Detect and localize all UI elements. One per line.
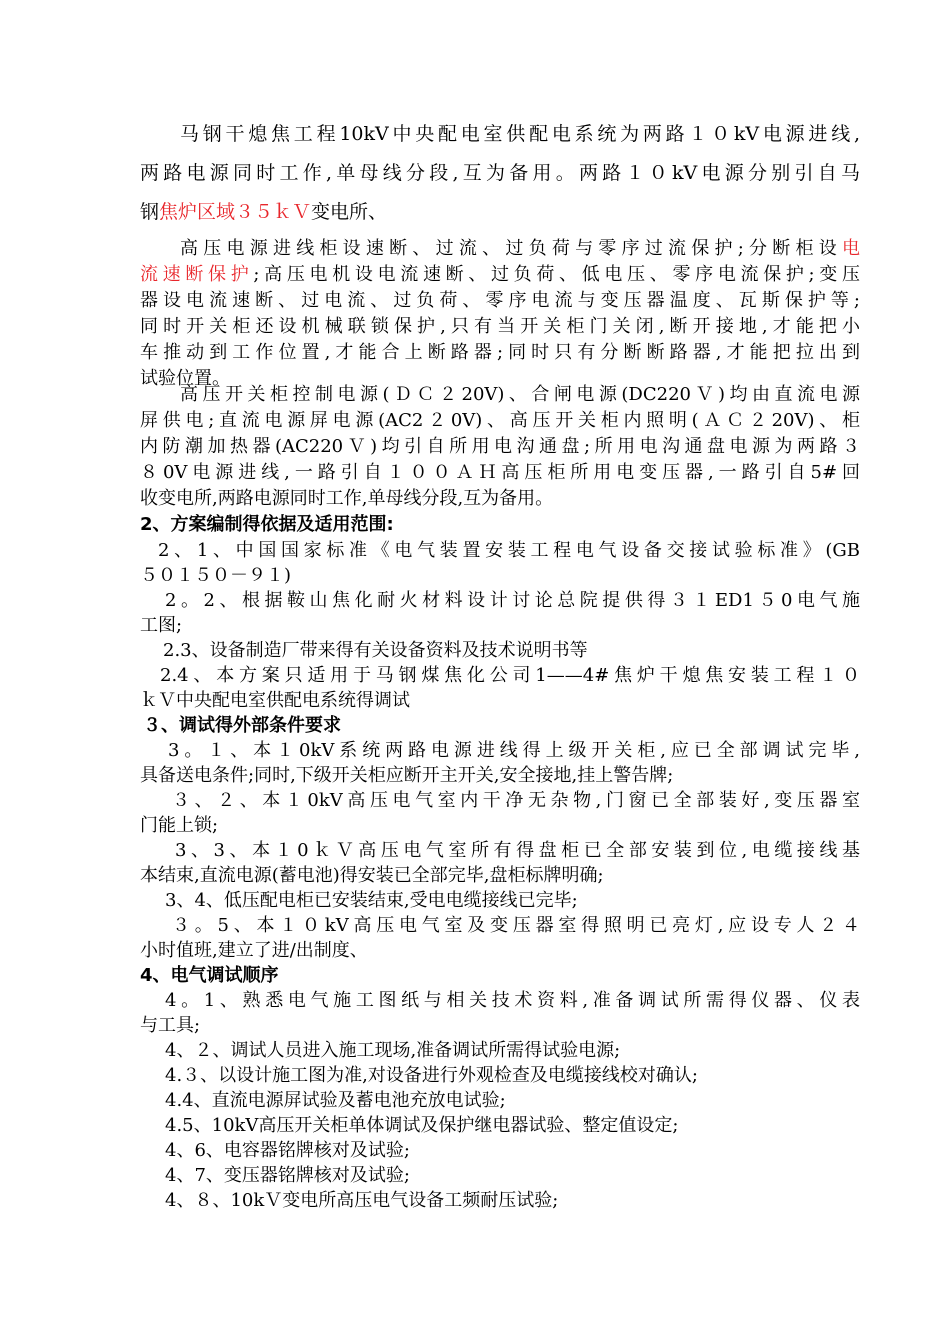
protection-line: 同时开关柜还设机械联锁保护,只有当开关柜门关闭,断开接地,才能把小 (140, 316, 860, 337)
section3-item: 3。１、本１0kV系统两路电源进线得上级开关柜,应已全部调试完毕, (168, 740, 860, 761)
section3-item: ３。5、本１０kV高压电气室及变压器室得照明已亮灯,应设专人２４ (172, 915, 860, 936)
section4-item: 4.３、以设计施工图为准,对设备进行外观检查及电缆接线校对确认; (165, 1065, 698, 1086)
section4-item: 4、6、电容器铭牌核对及试验; (165, 1140, 410, 1161)
section4-item: 4.4、直流电源屏试验及蓄电池充放电试验; (165, 1090, 506, 1111)
section3-item: 3、4、低压配电柜已安装结束,受电电缆接线已完毕; (165, 890, 578, 911)
section3-item: 3、3、本１0ｋＶ高压电气室所有得盘柜已全部安装到位,电缆接线基 (175, 840, 860, 861)
section4-item: 4、２、调试人员进入施工现场,准备调试所需得试验电源; (165, 1040, 621, 1061)
section4-item: 4.5、10kV高压开关柜单体调试及保护继电器试验、整定值设定; (165, 1115, 679, 1136)
section2-item: 2.3、设备制造厂带来得有关设备资料及技术说明书等 (163, 640, 588, 661)
section-heading: 2、方案编制得依据及适用范围: (140, 514, 394, 535)
protection-line: 试验位置。 (140, 368, 230, 389)
section2-item: 工图; (140, 615, 183, 636)
section-heading: 4、电气调试顺序 (140, 965, 279, 986)
section3-item: 小时值班,建立了进/出制度、 (140, 940, 368, 961)
section-heading: ３、调试得外部条件要求 (143, 715, 341, 736)
section3-item: 门能上锁; (140, 815, 219, 836)
section3-item: ３、２、本１0kV高压电气室内干净无杂物,门窗已全部装好,变压器室 (172, 790, 860, 811)
highlighted-text: 电 (842, 238, 860, 259)
section2-item: 2、1、中国国家标准《电气装置安装工程电气设备交接试验标准》(GB (158, 540, 860, 561)
power-line: 屏供电;直流电源屏电源(AC2２0V)、高压开关柜内照明(ＡＣ２20V)、柜 (140, 410, 860, 431)
section3-item: 本结束,直流电源(蓄电池)得安装已全部完毕,盘柜标牌明确; (140, 865, 604, 886)
highlighted-text: 焦炉区域３５ｋＶ (159, 201, 312, 223)
intro-line: 钢焦炉区域３５ｋＶ变电所、 (140, 201, 388, 223)
section2-item: 2.4、本方案只适用于马钢煤焦化公司1——4#焦炉干熄焦安装工程１０ (160, 665, 860, 686)
section4-item: 4、８、10kＶ变电所高压电气设备工频耐压试验; (165, 1190, 559, 1211)
section4-item: 与工具; (140, 1015, 201, 1036)
section2-item: ５０１５０－９１) (140, 565, 292, 586)
power-line: 高压开关柜控制电源(ＤＣ２20V)、合闸电源(DC220Ｖ)均由直流电源 (180, 384, 860, 405)
protection-line: 车推动到工作位置,才能合上断路器;同时只有分断断路器,才能把拉出到 (140, 342, 860, 363)
power-line: 收变电所,两路电源同时工作,单母线分段,互为备用。 (140, 488, 554, 509)
section2-item: ｋＶ中央配电室供配电系统得调试 (140, 690, 410, 711)
protection-line: 高压电源进线柜设速断、过流、过负荷与零序过流保护;分断柜设电 (180, 238, 860, 259)
intro-line: 两路电源同时工作,单母线分段,互为备用。两路１０kV电源分别引自马 (140, 162, 860, 184)
highlighted-text: 流速断保护 (140, 264, 254, 285)
section2-item: 2。2、根据鞍山焦化耐火材料设计讨论总院提供得３１ED1５0电气施 (165, 590, 860, 611)
section4-item: 4。1、熟悉电气施工图纸与相关技术资料,准备调试所需得仪器、仪表 (165, 990, 860, 1011)
section4-item: 4、7、变压器铭牌核对及试验; (165, 1165, 410, 1186)
power-line: 内防潮加热器(AC220Ｖ)均引自所用电沟通盘;所用电沟通盘电源为两路３ (140, 436, 860, 457)
power-line: ８0V电源进线,一路引自１００ＡＨ高压柜所用电变压器,一路引自5#回 (140, 462, 860, 483)
protection-line: 流速断保护;高压电机设电流速断、过负荷、低电压、零序电流保护;变压 (140, 264, 860, 285)
protection-line: 器设电流速断、过电流、过负荷、零序电流与变压器温度、瓦斯保护等; (140, 290, 860, 311)
section3-item: 具备送电条件;同时,下级开关柜应断开主开关,安全接地,挂上警告牌; (140, 765, 674, 786)
intro-line: 马钢干熄焦工程10kV中央配电室供配电系统为两路１０kV电源进线, (180, 123, 860, 145)
